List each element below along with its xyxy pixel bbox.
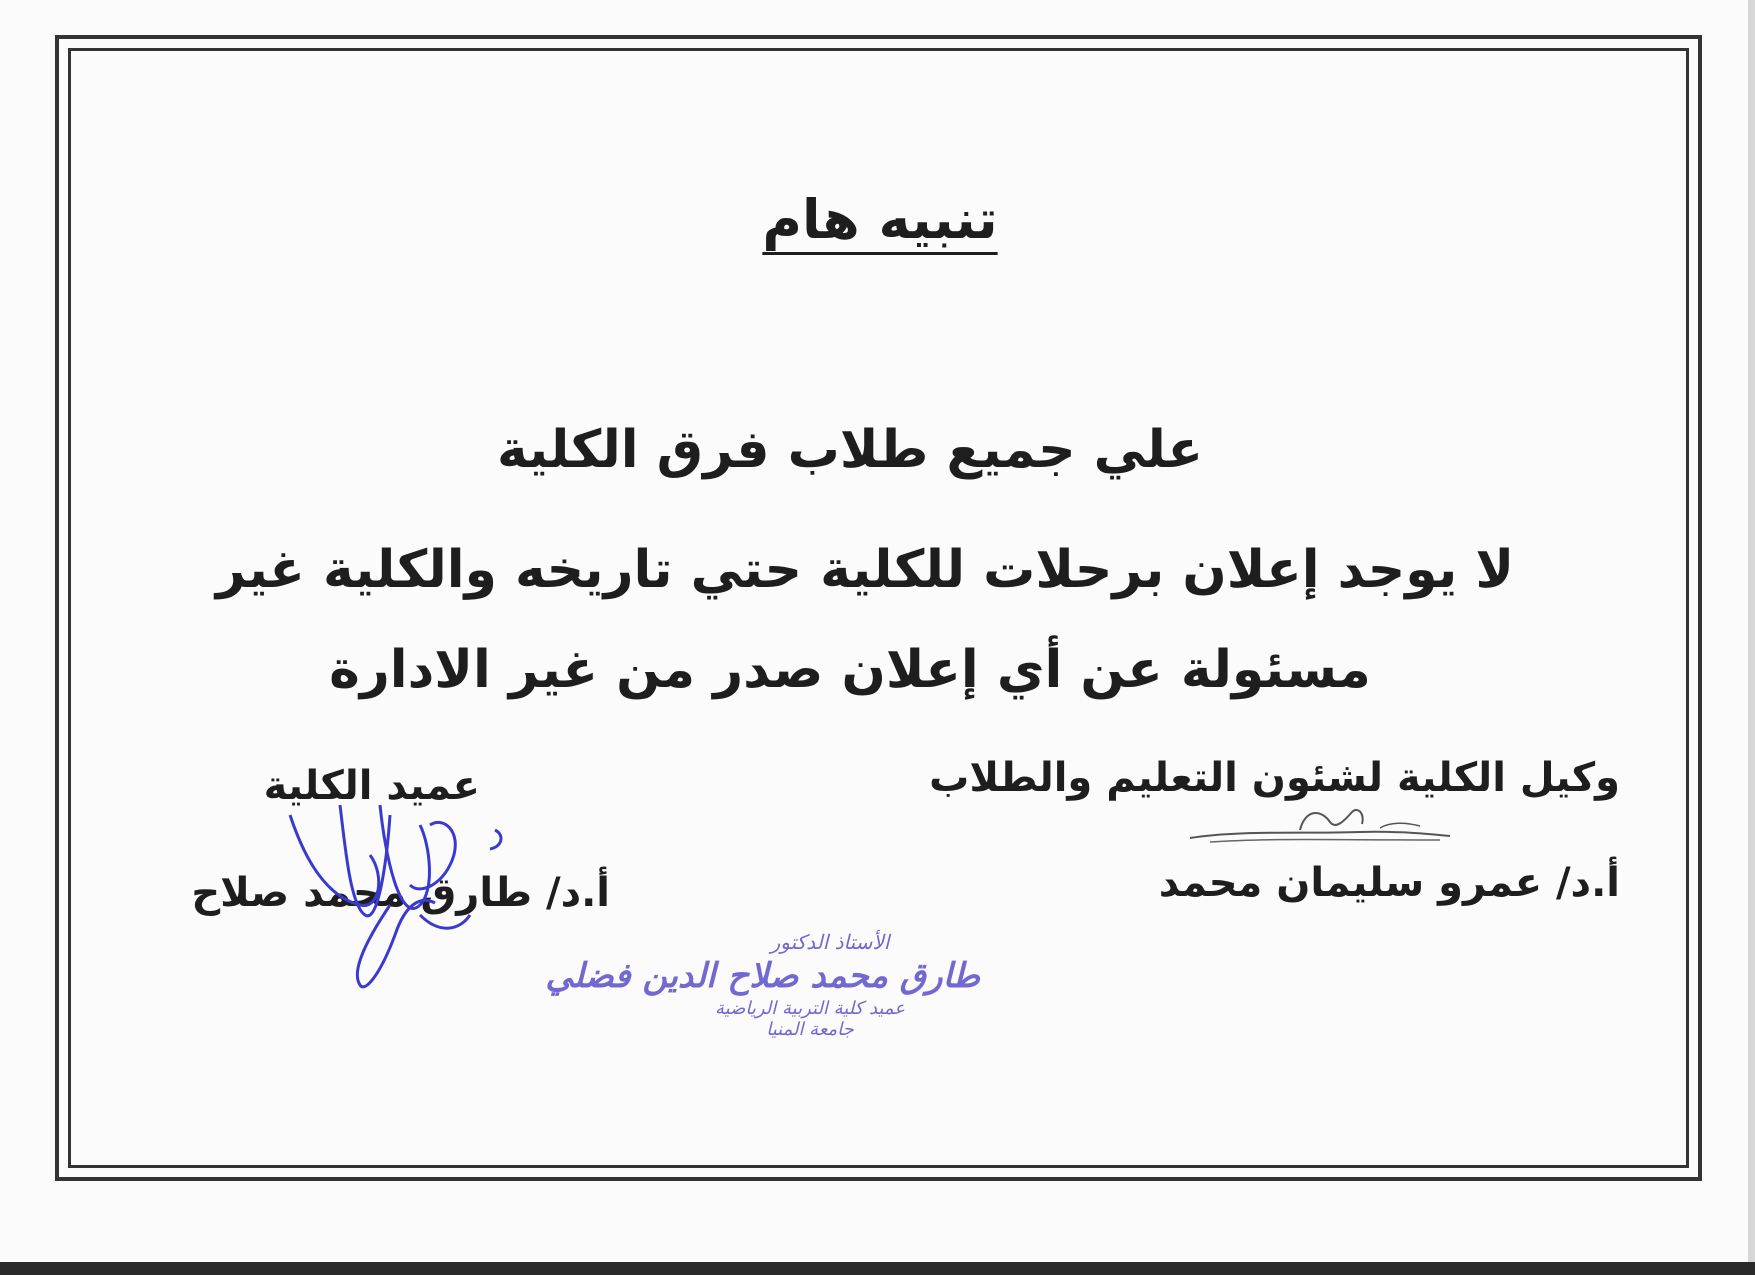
dean-name: أ.د/ طارق محمد صلاح bbox=[191, 870, 610, 916]
stamp-line-3: عميد كلية التربية الرياضية bbox=[714, 998, 906, 1019]
dean-signature bbox=[270, 785, 530, 995]
official-stamp bbox=[545, 930, 980, 1080]
scan-edge-bottom bbox=[0, 1262, 1755, 1275]
notice-title: تنبيه هام bbox=[762, 188, 998, 251]
notice-audience: علي جميع طلاب فرق الكلية bbox=[496, 420, 1204, 480]
notice-body-line-1: لا يوجد إعلان برحلات للكلية حتي تاريخه والكلية غير bbox=[215, 540, 1515, 600]
stamp-line-1: الأستاذ الدكتور bbox=[770, 930, 890, 954]
vice-dean-signature bbox=[1180, 800, 1460, 860]
stamp-line-4: جامعة المنيا bbox=[766, 1019, 854, 1040]
stamp-line-2: طارق محمد صلاح الدين فضلي bbox=[545, 956, 980, 996]
notice-body-line-2: مسئولة عن أي إعلان صدر من غير الادارة bbox=[329, 640, 1371, 700]
vice-dean-title: وكيل الكلية لشئون التعليم والطلاب bbox=[929, 755, 1620, 801]
dean-title: عميد الكلية bbox=[263, 763, 480, 809]
scan-edge-right bbox=[1748, 0, 1755, 1262]
vice-dean-name: أ.د/ عمرو سليمان محمد bbox=[1158, 860, 1620, 906]
